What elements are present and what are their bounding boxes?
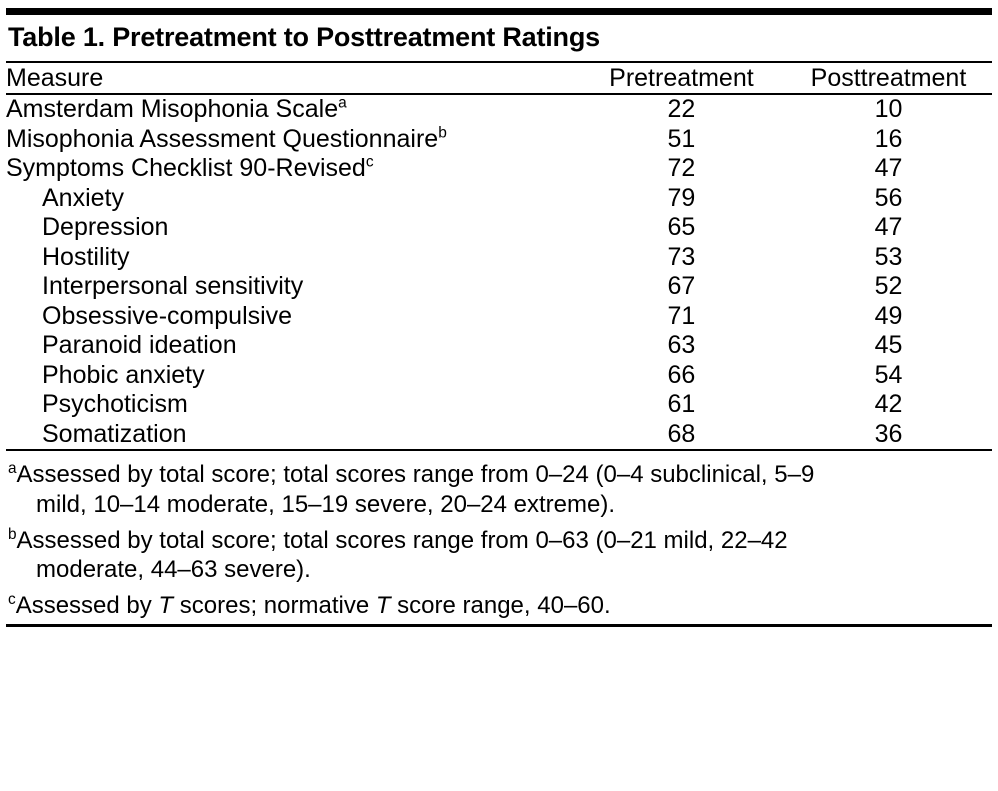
row-posttreatment-value: 10 <box>874 95 903 124</box>
row-pretreatment-value: 61 <box>667 390 696 419</box>
measure-text: Phobic anxiety <box>42 360 205 389</box>
row-measure-label <box>6 184 578 214</box>
row-posttreatment-value: 45 <box>874 331 903 360</box>
footnote-marker: b <box>438 124 447 142</box>
footnote-mark: b <box>8 525 17 543</box>
measure-text: Anxiety <box>42 183 124 212</box>
row-pretreatment-value: 79 <box>667 183 696 212</box>
table-row <box>6 125 992 155</box>
row-measure-label <box>6 420 578 450</box>
column-header-measure: Measure <box>6 64 104 93</box>
row-posttreatment-value: 52 <box>874 272 903 301</box>
footnote-text: Assessed by total score; total scores range from 0–24 (0–4 subclinical, 5–9 <box>16 461 815 489</box>
table-bottom-rule <box>6 624 992 627</box>
row-posttreatment-value: 42 <box>874 390 903 419</box>
table-header <box>6 63 992 93</box>
footnote <box>8 523 990 589</box>
table-row <box>6 154 992 184</box>
measure-text: Hostility <box>42 242 130 271</box>
row-measure-label <box>6 154 578 184</box>
table-header-row <box>6 63 992 93</box>
measure-text: Psychoticism <box>42 390 188 419</box>
row-pretreatment-value: 67 <box>667 272 696 301</box>
row-posttreatment-value: 56 <box>874 183 903 212</box>
table-row <box>6 302 992 332</box>
table-row <box>6 243 992 273</box>
measure-text: Symptoms Checklist 90-Revised <box>6 154 366 183</box>
table-row <box>6 272 992 302</box>
ratings-table-body <box>6 95 992 449</box>
table-footnotes <box>6 451 992 624</box>
measure-text: Obsessive-compulsive <box>42 301 293 330</box>
row-pretreatment-value: 63 <box>667 331 696 360</box>
row-measure-label <box>6 125 578 155</box>
table-row <box>6 390 992 420</box>
footnote <box>8 588 990 624</box>
measure-text: Misophonia Assessment Questionnaire <box>6 124 439 153</box>
measure-text: Depression <box>42 213 169 242</box>
row-pretreatment-value: 73 <box>667 242 696 271</box>
row-pretreatment-value: 66 <box>667 360 696 389</box>
measure-text: Interpersonal sensitivity <box>42 272 304 301</box>
row-pretreatment-value: 71 <box>667 301 696 330</box>
row-pretreatment-value: 68 <box>667 419 696 448</box>
table-row <box>6 331 992 361</box>
column-header-pretreatment: Pretreatment <box>609 64 754 93</box>
footnote-marker: c <box>365 153 374 171</box>
row-measure-label <box>6 95 578 125</box>
table-row <box>6 213 992 243</box>
measure-text: Amsterdam Misophonia Scale <box>6 95 339 124</box>
row-posttreatment-value: 53 <box>874 242 903 271</box>
row-measure-label <box>6 272 578 302</box>
table-row <box>6 95 992 125</box>
row-pretreatment-value: 72 <box>667 154 696 183</box>
row-measure-label <box>6 302 578 332</box>
footnote-text-continued: moderate, 44–63 severe). <box>36 556 311 584</box>
row-pretreatment-value: 65 <box>667 213 696 242</box>
row-posttreatment-value: 47 <box>874 154 903 183</box>
row-measure-label <box>6 331 578 361</box>
row-posttreatment-value: 54 <box>874 360 903 389</box>
table-row <box>6 420 992 450</box>
row-measure-label <box>6 390 578 420</box>
table-row <box>6 361 992 391</box>
row-posttreatment-value: 16 <box>874 124 903 153</box>
footnote-mark: c <box>8 591 16 609</box>
footnote-text-continued: mild, 10–14 moderate, 15–19 severe, 20–24 extreme). <box>36 490 616 518</box>
footnote-text: Assessed by total score; total scores range from 0–63 (0–21 mild, 22–42 <box>16 526 788 554</box>
row-pretreatment-value: 51 <box>667 124 696 153</box>
table-caption: Table 1. Pretreatment to Posttreatment Ratings <box>8 22 600 52</box>
row-posttreatment-value: 47 <box>874 213 903 242</box>
row-measure-label <box>6 361 578 391</box>
footnote-text: Assessed by T scores; normative T score range, 40–60. <box>15 592 611 620</box>
table-container <box>0 8 998 627</box>
measure-text: Paranoid ideation <box>42 331 237 360</box>
row-pretreatment-value: 22 <box>667 95 696 124</box>
row-measure-label <box>6 243 578 273</box>
row-posttreatment-value: 36 <box>874 419 903 448</box>
footnote-mark: a <box>8 460 17 478</box>
measure-text: Somatization <box>42 419 187 448</box>
column-header-posttreatment: Posttreatment <box>810 64 967 93</box>
table-row <box>6 184 992 214</box>
footnote-marker: a <box>338 94 347 112</box>
table-body <box>6 95 992 449</box>
row-measure-label <box>6 213 578 243</box>
row-posttreatment-value: 49 <box>874 301 903 330</box>
footnote <box>8 457 990 523</box>
table-top-rule <box>6 8 992 15</box>
ratings-table <box>6 63 992 93</box>
